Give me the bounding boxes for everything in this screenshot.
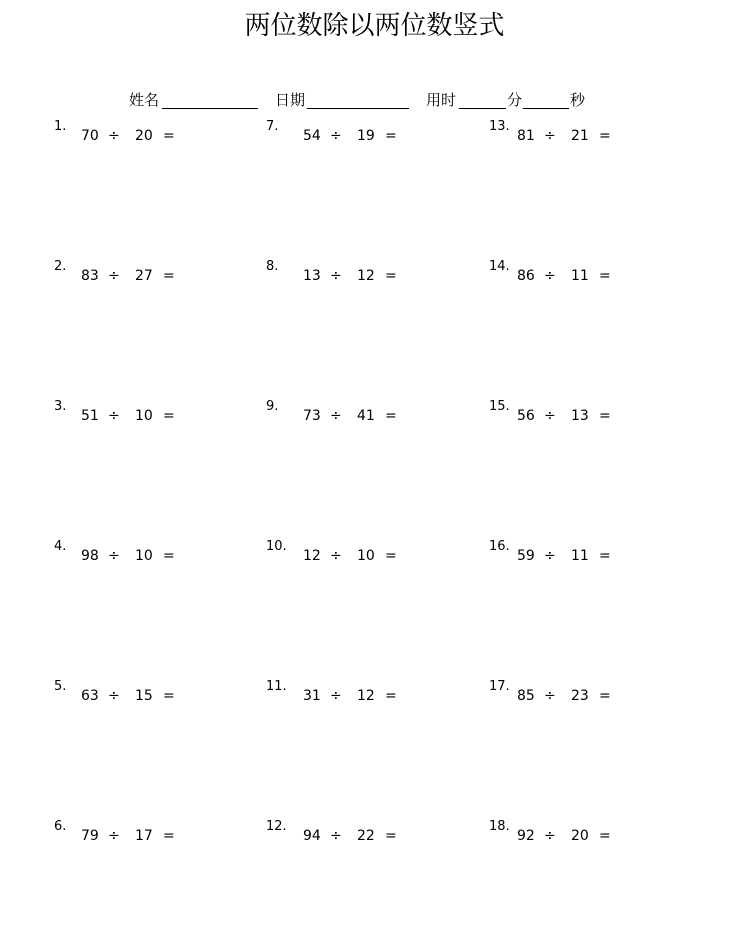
divisor: 21	[571, 128, 589, 144]
equals-sign: =	[599, 828, 611, 844]
division-sign: ÷	[544, 128, 556, 144]
dividend: 79	[81, 828, 99, 844]
student-info-row	[0, 90, 749, 112]
division-sign: ÷	[108, 548, 120, 564]
problem-number: 8.	[266, 259, 279, 274]
equals-sign: =	[385, 128, 397, 144]
equals-sign: =	[385, 268, 397, 284]
division-sign: ÷	[544, 688, 556, 704]
division-sign: ÷	[330, 268, 342, 284]
divisor: 12	[357, 688, 375, 704]
problem-number: 6.	[54, 819, 67, 834]
divisor: 10	[357, 548, 375, 564]
dividend: 54	[303, 128, 321, 144]
equals-sign: =	[163, 128, 175, 144]
problem-number: 2.	[54, 259, 67, 274]
second-label: 秒	[570, 91, 586, 109]
dividend: 70	[81, 128, 99, 144]
problem-number: 7.	[266, 119, 279, 134]
division-sign: ÷	[544, 828, 556, 844]
dividend: 51	[81, 408, 99, 424]
division-sign: ÷	[108, 688, 120, 704]
dividend: 63	[81, 688, 99, 704]
equals-sign: =	[599, 128, 611, 144]
dividend: 85	[517, 688, 535, 704]
divisor: 10	[135, 408, 153, 424]
problem-number: 1.	[54, 119, 67, 134]
division-sign: ÷	[108, 828, 120, 844]
division-sign: ÷	[108, 128, 120, 144]
equals-sign: =	[385, 828, 397, 844]
equals-sign: =	[163, 268, 175, 284]
division-sign: ÷	[330, 828, 342, 844]
division-sign: ÷	[330, 408, 342, 424]
divisor: 11	[571, 268, 589, 284]
worksheet-title: 两位数除以两位数竖式	[244, 11, 505, 41]
dividend: 92	[517, 828, 535, 844]
divisor: 27	[135, 268, 153, 284]
divisor: 12	[357, 268, 375, 284]
division-sign: ÷	[108, 268, 120, 284]
dividend: 86	[517, 268, 535, 284]
problem-number: 4.	[54, 539, 67, 554]
problem-number: 17.	[489, 679, 510, 694]
dividend: 59	[517, 548, 535, 564]
division-sign: ÷	[108, 408, 120, 424]
divisor: 19	[357, 128, 375, 144]
dividend: 73	[303, 408, 321, 424]
date-label: 日期	[275, 91, 306, 109]
dividend: 83	[81, 268, 99, 284]
problem-number: 16.	[489, 539, 510, 554]
problem-number: 9.	[266, 399, 279, 414]
dividend: 98	[81, 548, 99, 564]
problem-number: 13.	[489, 119, 510, 134]
problem-number: 10.	[266, 539, 287, 554]
divisor: 11	[571, 548, 589, 564]
problem-number: 12.	[266, 819, 287, 834]
dividend: 13	[303, 268, 321, 284]
divisor: 15	[135, 688, 153, 704]
problem-number: 3.	[54, 399, 67, 414]
division-sign: ÷	[330, 548, 342, 564]
equals-sign: =	[163, 828, 175, 844]
seconds-blank[interactable]	[523, 90, 569, 109]
divisor: 10	[135, 548, 153, 564]
divisor: 17	[135, 828, 153, 844]
name-blank[interactable]	[162, 90, 258, 109]
problem-number: 14.	[489, 259, 510, 274]
equals-sign: =	[163, 408, 175, 424]
equals-sign: =	[385, 408, 397, 424]
division-sign: ÷	[544, 268, 556, 284]
minute-label: 分	[507, 91, 523, 109]
name-label: 姓名	[129, 91, 160, 109]
divisor: 41	[357, 408, 375, 424]
divisor: 20	[571, 828, 589, 844]
equals-sign: =	[599, 408, 611, 424]
equals-sign: =	[163, 688, 175, 704]
problem-number: 11.	[266, 679, 287, 694]
division-sign: ÷	[330, 688, 342, 704]
equals-sign: =	[385, 688, 397, 704]
problem-number: 18.	[489, 819, 510, 834]
divisor: 23	[571, 688, 589, 704]
date-blank[interactable]	[307, 90, 409, 109]
division-sign: ÷	[544, 408, 556, 424]
equals-sign: =	[599, 688, 611, 704]
division-sign: ÷	[330, 128, 342, 144]
dividend: 31	[303, 688, 321, 704]
division-sign: ÷	[544, 548, 556, 564]
dividend: 94	[303, 828, 321, 844]
divisor: 13	[571, 408, 589, 424]
problem-number: 5.	[54, 679, 67, 694]
equals-sign: =	[599, 548, 611, 564]
dividend: 56	[517, 408, 535, 424]
equals-sign: =	[599, 268, 611, 284]
dividend: 81	[517, 128, 535, 144]
equals-sign: =	[163, 548, 175, 564]
problem-number: 15.	[489, 399, 510, 414]
equals-sign: =	[385, 548, 397, 564]
time-label: 用时	[426, 91, 457, 109]
divisor: 22	[357, 828, 375, 844]
dividend: 12	[303, 548, 321, 564]
minutes-blank[interactable]	[459, 90, 506, 109]
divisor: 20	[135, 128, 153, 144]
